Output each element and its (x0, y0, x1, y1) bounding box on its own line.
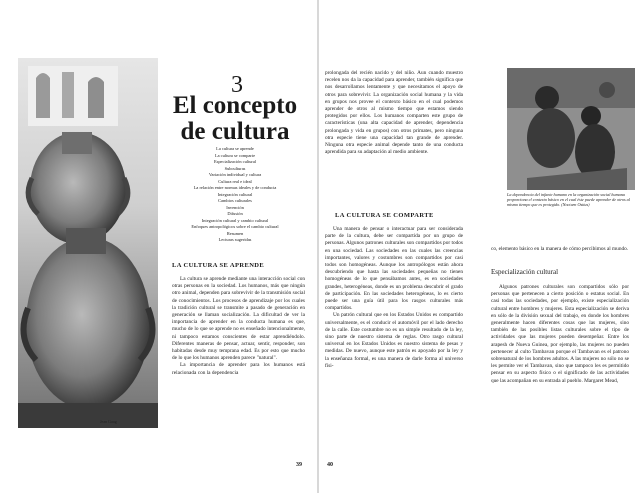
chapter-title-line-2: de cultura (180, 118, 290, 145)
children-photo (507, 68, 635, 190)
left-page (0, 0, 318, 493)
chapter-number: 3 (231, 72, 243, 98)
section-heading-comparte: LA CULTURA SE COMPARTE (335, 212, 434, 219)
toc-item: Difusión (227, 211, 243, 216)
toc-item: Cultura real e ideal (218, 178, 252, 184)
toc-item: La cultura se comparte (214, 152, 256, 158)
photo-caption: La dependencia del infante humano en la organización social humana proporciona el contexto básico en el cual éste puede aprender de otros al mismo tiempo que es protegido. (Nocturn Ostius) (507, 192, 630, 208)
toc-item: Invención (226, 204, 244, 210)
toc-item: Variación individual y cultura (208, 172, 262, 177)
chapter-contents (160, 146, 310, 244)
section-heading-aprende: LA CULTURA SE APRENDE (172, 262, 265, 269)
paragraph: Un patrón cultural que en los Estados Unidos es compartido universalmente, es el conducir el automóvil por el lado derecho de la calle. Este costumbre no es un simple resultado de la ley, sino parte de nuestro sistema de reglas. Otro rasgo cultural universal en los Estados Unidos es nuestro sistema de pesas y medidas. De nuevo, aunque este patrón es apoyado por la ley y la enseñanza formal, es una manera de darle forma al universo físi- (325, 312, 463, 369)
page-number-right: 40 (327, 462, 333, 468)
body-text-right-col2 (491, 284, 629, 462)
chapter-title-line-1: El concepto (172, 92, 298, 119)
body-text-right-col2-intro: co, elemento básico en la manera de cómo percibimos al mundo. (491, 246, 629, 252)
toc-item: Enfoques antropológicos sobre el cambio cultural (191, 224, 279, 229)
toc-item: La cultura se aprende (216, 146, 254, 151)
pottery-photo (18, 58, 158, 428)
paragraph: La cultura se aprende mediante una interacción social con otras personas en la sociedad. Los humanos, más que ningún otro animal, dependen para sobrevivir de la transmisión social de conocimientos. Los procesos de aprendizaje por los cuales la tradición cultural se transmite a pasado de generación en generación se llaman socialización. La dificultad de ver la importancia de aprender en la conducta humana es que, mucho de lo que se aprende no es enseñado intencionalmente, ni tampoco estamos conscientes de estar aprendiéndolo. Diferentes maneras de pensar, actuar, sentir, responder, son habitadas desde muy temprana edad. Es por esto que mucho de lo que los humanos aprenden parece "natural". (172, 276, 305, 362)
toc-item: La relación entre normas ideales y de conducta (193, 185, 277, 190)
page-number-left: 39 (296, 462, 302, 468)
chapter-title (165, 93, 305, 145)
toc-item: Subculturas (224, 165, 246, 171)
toc-item: Lecturas sugeridas (218, 237, 252, 242)
toc-item: Integración cultural y cambio cultural (201, 217, 269, 223)
body-text-right-col1-intro: prolongada del recién nacido y del niño. Aun cuando muestro recelen nos da la capacidad para aprender, también significa que nos desarrollamos lentamente y que necesitamos el apoyo de otros para sobrevivir. La organización social humana y la vida en grupos nos provee el contexto básico en el cual podemos aprender de otros al mismo tiempo que estamos siendo protegidos por ellos. Los humanos comparten este grupo de características (una alta capacidad de aprender, dependencia prolongada y vida en grupos) con otros primates, pero ninguna otra especie tiene una capacidad tan grande de aprender. Ninguna otra especie animal depende tanto de una conducta aprendida para su adaptación al medio ambiente. (325, 70, 463, 156)
paragraph: Una manera de pensar o interactuar para ser considerada parte de la cultura, debe ser compartida por un grupo de personas. Algunos patrones culturales son compartidos por todos en una sociedad. Las sociedades en las cuales las creencias importantes, valores y costumbres son compartidos por casi todos son homogéneas. Aunque los antropólogos están ahora descubriendo que hasta las sociedades pequeñas no tienen homogéneas de lo que pensábamos antes, es en sociedades grandes, heterogéneas, donde es un problema descubrir el grado de participación. En las sociedades heterogéneas, lo es cierto puede ser una guía útil para los rasgos culturales más compartidos. (325, 226, 463, 312)
paragraph: Algunos patrones culturales son compartidos sólo por personas que pertenecen a cierto posición o estatus social. En casi todas las sociedades, por ejemplo, existe especialización cultural entre hombres y mujeres. Esta especialización se deriva en sólo de la división sexual del trabajo, en donde los hombres generalmente hacen diferentes cosas que las mujeres, sino también de las posibles listas culturales sobre el tipo de actividades que las mujeres pueden desempeñar. Entre los arapesh de Nueva Guinea, por ejemplo, las mujeres no pueden pertenecer al culto Tambavan porque el Tambavan es el patrono sobrenatural de los hombres adultos. A las mujeres no sólo no se les permite ver el Tambavan, sino que tampoco les es permitido pensar en su aspecto físico o el significado de las actividades que las acompañan en su entrada al pueblo. Margaret Mead, (491, 284, 629, 384)
body-text-left (172, 276, 305, 456)
toc-item: Integración cultural (217, 191, 253, 197)
toc-item: Cambios culturales (218, 198, 252, 203)
pottery-illustration (18, 58, 158, 428)
toc-item: Resumen (226, 230, 244, 236)
children-illustration (507, 68, 635, 190)
body-text-right-col1 (325, 226, 463, 459)
right-page (319, 0, 638, 493)
toc-item: Especialización cultural (213, 159, 257, 164)
photo-credit: Jean Gaug (100, 419, 117, 424)
paragraph: La importancia de aprender para los humanos está relacionada con la dependencia (172, 362, 305, 376)
subsection-heading: Especialización cultural (491, 268, 559, 276)
